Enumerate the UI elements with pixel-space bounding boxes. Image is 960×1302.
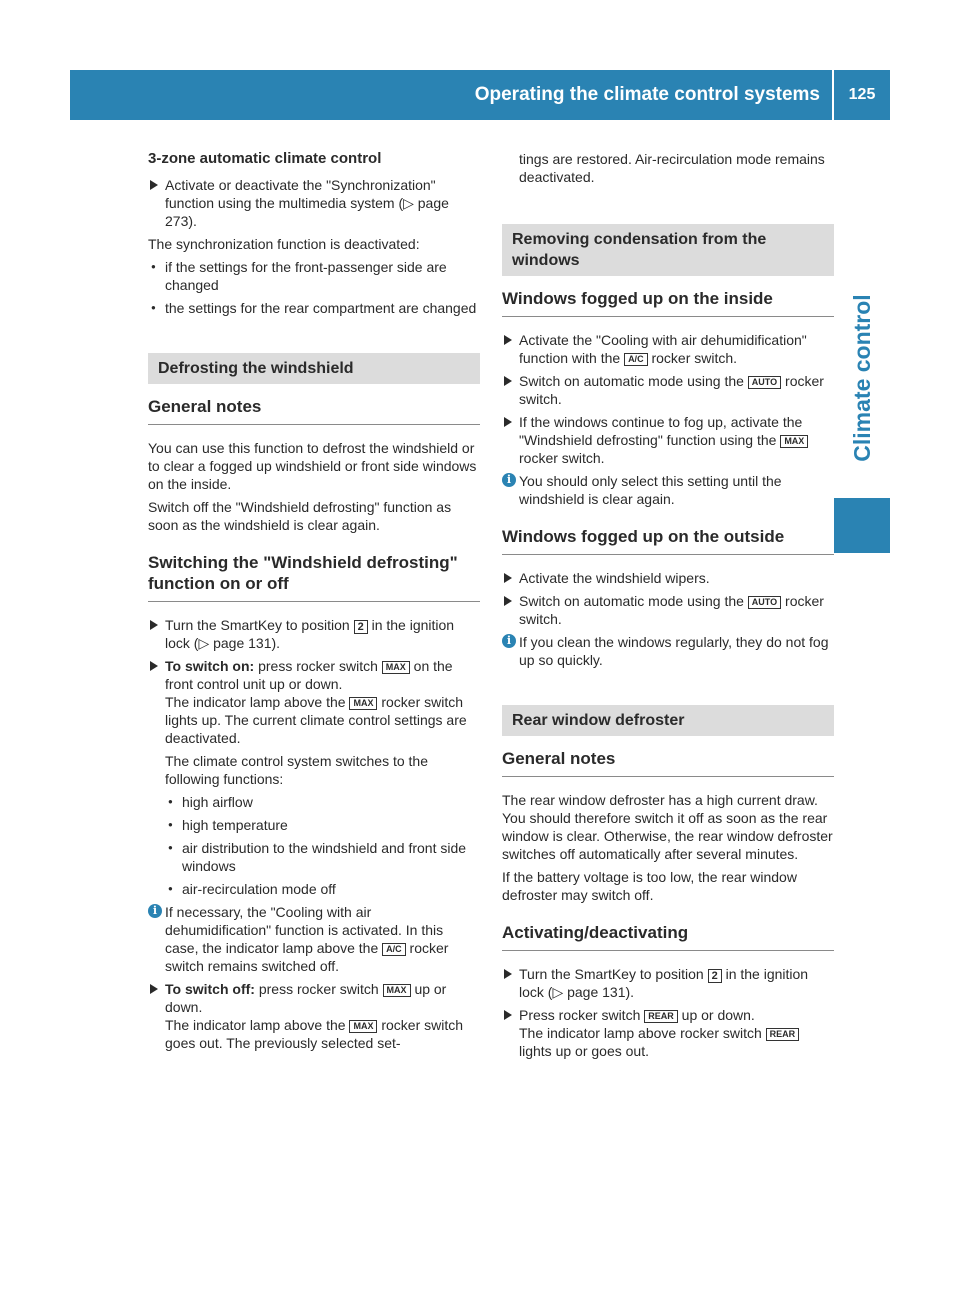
step-rear-switch	[502, 1006, 834, 1060]
side-tab	[834, 270, 890, 490]
step-synchronization: Activate or deactivate the "Synchronization" function using the multimedia system (▷ page 273).	[148, 176, 480, 230]
list-item: ● high temperature	[165, 816, 480, 834]
activating-heading: Activating/deactivating	[502, 922, 834, 951]
info-note	[148, 903, 480, 975]
step-text: rocker switch.	[651, 350, 738, 366]
right-column	[502, 150, 834, 1065]
ac-icon: A/C	[382, 943, 406, 956]
windshield-defrost-icon: MAX	[383, 984, 411, 997]
step-text: rocker switch goes out. The previously selected set-	[165, 1017, 464, 1051]
general-notes-heading: General notes	[148, 396, 480, 425]
step-label: To switch on:	[165, 658, 255, 674]
rear-notes-text: If the battery voltage is too low, the rear window defroster may switch off.	[502, 869, 797, 903]
step-wipers: Activate the windshield wipers.	[502, 569, 834, 587]
rear-defrost-icon: REAR	[644, 1010, 678, 1023]
windshield-defrost-icon: MAX	[349, 697, 377, 710]
step-text: rocker switch.	[519, 593, 824, 627]
info-icon: i	[502, 634, 516, 648]
info-icon: i	[502, 473, 516, 487]
general-notes-heading: General notes	[502, 748, 834, 777]
chapter-title: Operating the climate control systems	[474, 84, 820, 105]
step-text: The indicator lamp above rocker switch	[519, 1025, 762, 1041]
condensation-banner: Removing condensation from the windows	[502, 224, 834, 276]
rear-defroster-banner: Rear window defroster	[502, 705, 834, 736]
windshield-defrost-icon: MAX	[349, 1020, 377, 1033]
step-text: Switch on automatic mode using the	[519, 593, 744, 609]
left-column	[148, 150, 480, 1057]
step-auto-mode	[502, 372, 834, 408]
step-label: To switch off:	[165, 981, 255, 997]
auto-icon: AUTO	[748, 376, 781, 389]
zone-heading: 3-zone automatic climate control	[148, 150, 382, 167]
info-note	[502, 472, 834, 508]
step-text: Activate the "Cooling with air dehumidification" function with the	[519, 332, 807, 366]
step-text: The indicator lamp above the	[165, 694, 346, 710]
info-text: You should only select this setting until the windshield is clear again.	[519, 473, 782, 507]
page-header	[70, 70, 890, 120]
info-icon: i	[148, 904, 162, 918]
list-item: ● air-recirculation mode off	[165, 880, 480, 898]
step-text: on the front control unit up or down.	[165, 658, 453, 692]
side-tab-marker	[834, 498, 890, 553]
step-text: in the ignition lock (▷ page 131).	[165, 617, 455, 651]
list-item: ● if the settings for the front-passenger side are changed	[148, 258, 480, 294]
step-cooling	[502, 331, 834, 367]
position-2-symbol: 2	[708, 969, 722, 983]
step-turn-key	[502, 965, 834, 1001]
step-text: Turn the SmartKey to position	[165, 617, 350, 633]
rear-notes-text: The rear window defroster has a high current draw. You should therefore switch it off as soon as the rear window is clear. Otherwise, the rear window defroster switches off automatically after several minutes.	[502, 792, 833, 862]
list-item: ● high airflow	[165, 793, 480, 811]
general-notes-text: Switch off the "Windshield defrosting" function as soon as the windshield is clear again.	[148, 499, 452, 533]
side-tab-label: Climate control	[849, 294, 875, 462]
step-text: The climate control system switches to the following functions:	[165, 753, 428, 787]
switching-heading: Switching the "Windshield defrosting" function on or off	[148, 552, 480, 602]
info-text: If necessary, the "Cooling with air dehumidification" function is activated. In this case, the indicator lamp above the	[165, 904, 444, 956]
rear-defrost-icon: REAR	[766, 1028, 800, 1041]
step-text: Press rocker switch	[519, 1007, 641, 1023]
step-text: up or down.	[165, 981, 447, 1015]
step-text: If the windows continue to fog up, activate the "Windshield defrosting" function using the	[519, 414, 803, 448]
step-turn-key	[148, 616, 480, 652]
step-text: The indicator lamp above the	[165, 1017, 346, 1033]
info-note	[502, 633, 834, 669]
windshield-defrost-icon: MAX	[382, 661, 410, 674]
auto-icon: AUTO	[748, 596, 781, 609]
ac-icon: A/C	[624, 353, 648, 366]
page-number: 125	[848, 86, 876, 103]
info-text: If you clean the windows regularly, they do not fog up so quickly.	[519, 634, 829, 668]
step-switch-off	[148, 980, 480, 1052]
step-defrost-inside	[502, 413, 834, 467]
step-text: up or down.	[681, 1007, 755, 1023]
windshield-defrost-icon: MAX	[780, 435, 808, 448]
step-text: press rocker switch	[258, 981, 379, 997]
inside-heading: Windows fogged up on the inside	[502, 288, 834, 317]
step-auto-mode	[502, 592, 834, 628]
step-text: rocker switch.	[519, 450, 605, 466]
step-text: rocker switch.	[519, 373, 824, 407]
info-text: rocker switch remains switched off.	[165, 940, 449, 974]
deactivated-intro: The synchronization function is deactivated:	[148, 236, 420, 252]
general-notes-text: You can use this function to defrost the windshield or to clear a fogged up windshield or front side windows on the inside.	[148, 440, 477, 492]
outside-heading: Windows fogged up on the outside	[502, 526, 834, 555]
continued-text: tings are restored. Air-recirculation mode remains deactivated.	[519, 151, 825, 185]
list-item: ● the settings for the rear compartment are changed	[148, 299, 480, 317]
step-text: rocker switch lights up. The current climate control settings are deactivated.	[165, 694, 467, 746]
step-text: Switch on automatic mode using the	[519, 373, 744, 389]
step-text: Turn the SmartKey to position	[519, 966, 704, 982]
step-switch-on	[148, 657, 480, 898]
step-text: press rocker switch	[258, 658, 378, 674]
step-text: lights up or goes out.	[519, 1043, 649, 1059]
step-text: in the ignition lock (▷ page 131).	[519, 966, 809, 1000]
defrost-banner: Defrosting the windshield	[148, 353, 480, 384]
list-item: ● air distribution to the windshield and front side windows	[165, 839, 480, 875]
position-2-symbol: 2	[354, 620, 368, 634]
